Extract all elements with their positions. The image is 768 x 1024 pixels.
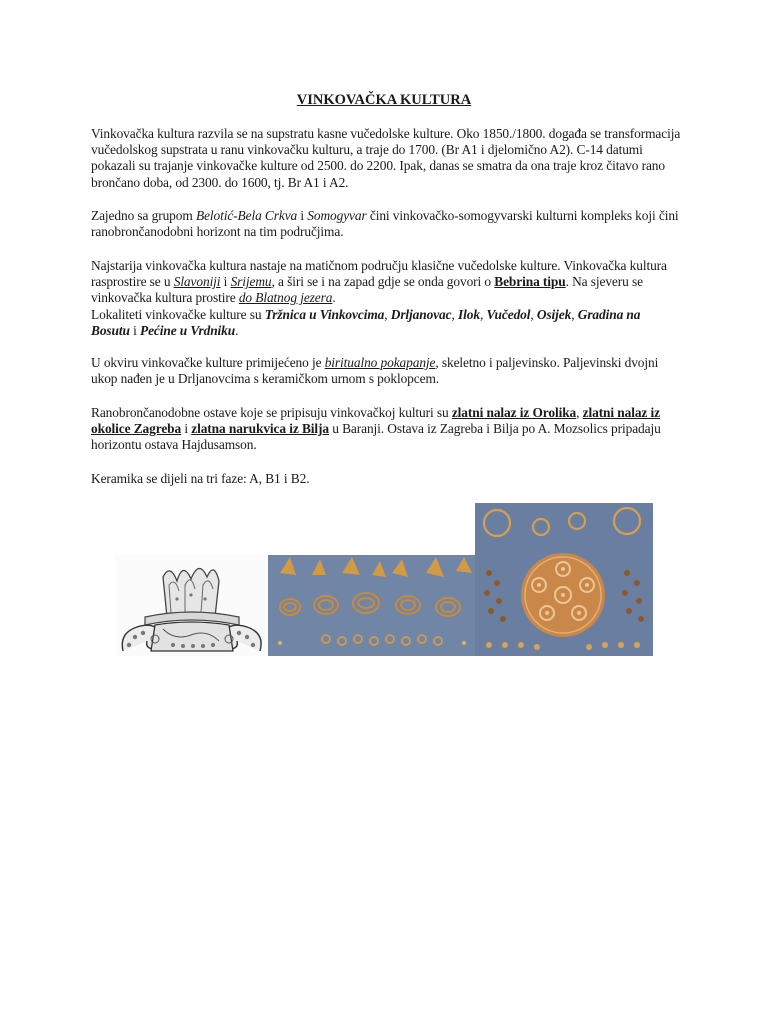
text-run: u Baranji. Ostava iz Zagreba i Bilja po A. Mozsolics pripadaju horizontu ostava Hajdusamson. [91,421,661,453]
link-srijem[interactable]: Srijemu [230,274,272,290]
text-run: , [384,306,391,322]
text-run: , skeletno i paljevinsko. Paljevinski dvojni ukop nađen je u Drljanovcima s keramičkom urnom s poklopcem. [91,355,659,387]
paragraph-complex [91,208,681,240]
link-bilje-bracelet[interactable]: zlatna narukvica iz Bilja [191,421,329,437]
paragraph-ceramics [91,471,681,487]
paragraph-ceramics-text: Keramika se dijeli na tri faze: A, B1 i B2. [91,471,310,486]
paragraph-origin [91,126,681,191]
site-trznica: Tržnica u Vinkovcima [264,306,385,322]
text-run: U okviru vinkovačke kulture primijećeno je [91,355,325,370]
text-run: , [451,306,458,322]
site-pecine-u-vrdniku: Pećine u Vrdniku [139,322,236,338]
link-bebrina-tip[interactable]: Bebrina tipu [494,274,566,290]
paragraph-hoards [91,405,681,454]
text-run: , [530,306,537,322]
text-run: i [181,421,192,437]
group-name-belotic: Belotić-Bela Crkva [195,208,298,223]
link-slavonija[interactable]: Slavoniji [173,274,221,290]
paragraph-sites [91,307,681,339]
link-blatno-jezero[interactable]: do Blatnog jezera [238,290,333,306]
paragraph-origin-text: Vinkovačka kultura razvila se na supstratu kasne vučedolske kulture. Oko 1850./1800. događa se transformacija vučedolskog supstrata u ranu vinkovačku kulturu, a traje do 1700. (Br A1 i djelomično A2). C-14 datumi pokazali su trajanje vinkovačke kulture od 2500. do 2200. Ipak, danas se smatra da ona traje kroz čitavo rano brončano doba, od 2300. do 1600, tj. Br A1 i A2. [91,126,681,190]
text-run: Najstarija vinkovačka kultura nastaje na matičnom području klasične vučedolske kulture. Vinkovačka kultura rasprostire se u [91,258,667,290]
gold-disc-hoard-photo [475,503,653,656]
text-run: Zajedno sa grupom [91,208,196,223]
text-run: Lokaliteti vinkovačke kulture su [91,306,265,322]
site-osijek: Osijek [536,306,572,322]
link-biritualno-pokapanje[interactable]: biritualno pokapanje [324,355,436,370]
link-orolik-hoard[interactable]: zlatni nalaz iz Orolika [451,405,577,420]
paragraph-distribution [91,258,681,339]
text-run: i [220,274,231,290]
ceramic-vessel-drawing [115,555,268,656]
site-vucedol: Vučedol [486,306,531,322]
text-run: i [129,322,140,338]
text-run: Ranobrončanodobne ostave koje se pripisuju vinkovačkoj kulturi su [91,405,452,420]
link-zagreb-hoard[interactable]: zlatni nalaz iz okolice Zagreba [91,405,660,437]
text-run: . [332,290,336,306]
site-drljanovac: Drljanovac [390,306,452,322]
paragraph-burial [91,355,681,387]
gold-spiral-ornaments-photo [268,555,475,656]
text-run: , [576,405,583,420]
text-run: . [235,322,239,338]
text-run: čini vinkovačko-somogyvarski kulturni kompleks koji čini ranobrončanodobni horizont na tim područjima. [91,208,679,240]
site-gradina-na-bosutu: Gradina na Bosutu [91,306,641,338]
text-run: , [571,306,578,322]
group-name-somogyvar: Somogyvar [307,208,367,223]
text-run: , [479,306,487,322]
site-ilok: Ilok [458,306,480,322]
text-run: , a širi se i na zapad gdje se onda govori o [271,274,495,290]
page-title: VINKOVAČKA KULTURA [296,92,472,108]
text-run: . Na sjeveru se vinkovačka kultura prostire [91,274,643,306]
text-run: i [297,208,308,223]
